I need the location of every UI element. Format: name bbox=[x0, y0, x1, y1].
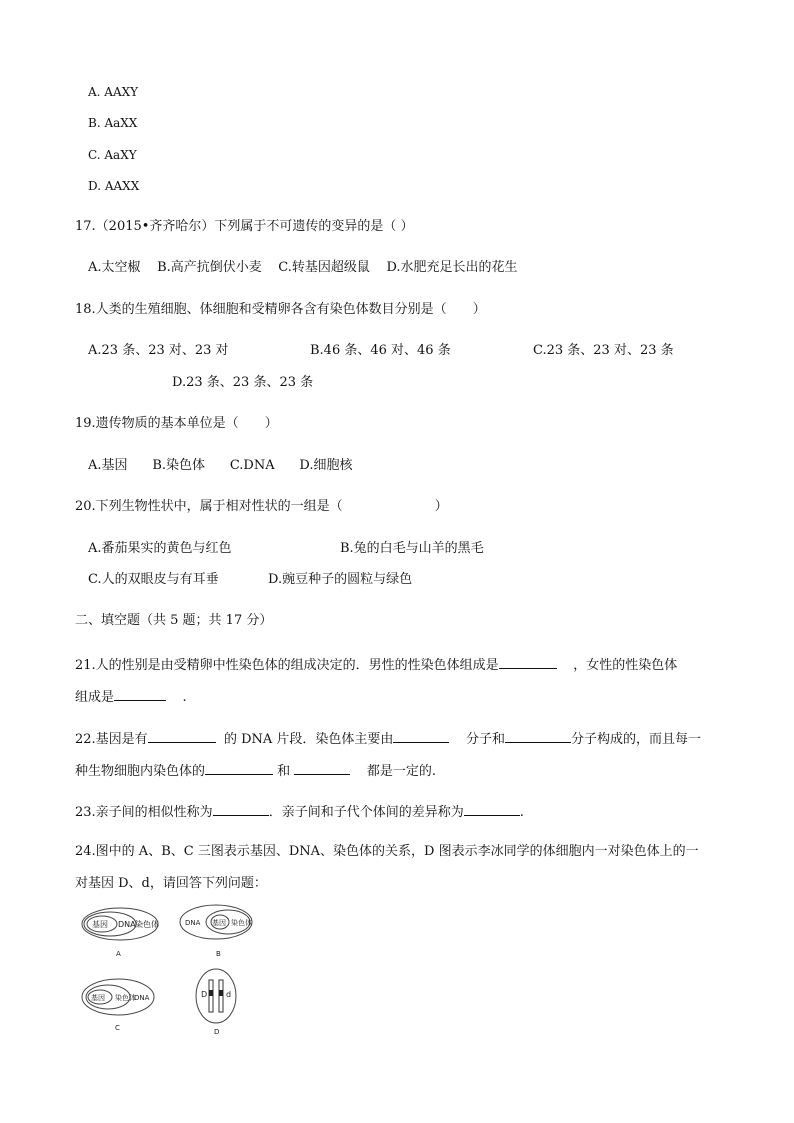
q22-text-d: 分子构成的，而且每一 bbox=[570, 732, 701, 747]
q20-stem-close: ） bbox=[434, 499, 448, 514]
q22-line1 bbox=[75, 728, 701, 749]
q22-line2 bbox=[75, 760, 436, 781]
q21-text-a: 21.人的性别是由受精卵中性染色体的组成决定的．男性的性染色体组成是 bbox=[75, 658, 499, 673]
q23-blank-2[interactable] bbox=[464, 801, 520, 816]
figure-d bbox=[196, 969, 236, 1036]
figure-b-middle-label: 染色体 bbox=[231, 919, 252, 927]
figure-a-outer-label: 染色体 bbox=[135, 920, 159, 929]
q17-option-a[interactable]: A.太空椒 bbox=[88, 260, 141, 275]
figure-d-right-gene-band bbox=[219, 990, 223, 996]
figure-d-gene-small-d: d bbox=[226, 990, 232, 999]
q22-text-g: 都是一定的. bbox=[366, 764, 436, 779]
q22-text-a: 22.基因是有 bbox=[75, 732, 148, 747]
q23-line bbox=[75, 801, 524, 822]
q19-stem-close: ） bbox=[264, 416, 278, 431]
q18-stem-close: ） bbox=[472, 302, 486, 317]
q18-stem bbox=[75, 301, 486, 319]
figure-c-middle-label: 染色体 bbox=[115, 994, 136, 1002]
figure-c bbox=[82, 979, 154, 1032]
q19-option-d[interactable]: D.细胞核 bbox=[299, 458, 353, 473]
figure-c-inner-label: 基因 bbox=[91, 994, 105, 1002]
figure-d-left-gene-band bbox=[209, 990, 213, 996]
q16-option-b[interactable]: B. AaXX bbox=[88, 116, 138, 130]
q19-option-a[interactable]: A.基因 bbox=[88, 458, 128, 473]
figure-b bbox=[180, 905, 252, 958]
q19-options bbox=[88, 457, 353, 475]
q23-text-b: ．亲子间和子代个体间的差异称为 bbox=[268, 805, 464, 820]
q23-text-c: . bbox=[519, 805, 524, 820]
figure-a-middle-label: DNA bbox=[118, 920, 136, 929]
q19-option-c[interactable]: C.DNA bbox=[229, 458, 275, 473]
figure-b-label: B bbox=[216, 950, 221, 958]
figure-c-label: C bbox=[115, 1024, 120, 1032]
q18-option-d[interactable]: D.23 条、23 条、23 条 bbox=[172, 375, 314, 390]
q16-option-a[interactable]: A. AAXY bbox=[88, 85, 139, 99]
q17-options bbox=[88, 259, 518, 277]
q23-text-a: 23.亲子间的相似性称为 bbox=[75, 805, 213, 820]
q21-line2 bbox=[75, 686, 187, 707]
figure-b-outer-label: DNA bbox=[185, 919, 201, 927]
q22-blank-2[interactable] bbox=[393, 728, 449, 743]
q18-option-b[interactable]: B.46 条、46 对、46 条 bbox=[310, 343, 451, 358]
q21-blank-female[interactable] bbox=[114, 686, 166, 701]
q22-text-c: 分子和 bbox=[465, 732, 505, 747]
figure-d-label: D bbox=[214, 1028, 220, 1036]
figure-d-gene-big-d: D bbox=[201, 990, 208, 999]
q22-text-e: 种生物细胞内染色体的 bbox=[75, 764, 206, 779]
q22-blank-5[interactable] bbox=[294, 760, 350, 775]
figure-b-inner-label: 基因 bbox=[212, 919, 226, 927]
q21-text-b: ，女性的性染色体 bbox=[573, 658, 678, 673]
q17-stem: 17.（2015•齐齐哈尔）下列属于不可遗传的变异的是（ ） bbox=[75, 219, 414, 234]
q20-option-c[interactable]: C.人的双眼皮与有耳垂 bbox=[88, 572, 219, 587]
q18-option-a[interactable]: A.23 条、23 对、23 对 bbox=[88, 343, 229, 358]
q19-stem-text: 19.遗传物质的基本单位是（ bbox=[75, 416, 239, 431]
gene-dna-chromosome-figure bbox=[78, 900, 278, 1045]
figure-a-label: A bbox=[116, 950, 121, 958]
q22-blank-4[interactable] bbox=[205, 760, 273, 775]
q18-stem-text: 18.人类的生殖细胞、体细胞和受精卵各含有染色体数目分别是（ bbox=[75, 302, 447, 317]
q17-option-c[interactable]: C.转基因超级鼠 bbox=[278, 260, 370, 275]
section-heading: 二、填空题（共 5 题；共 17 分） bbox=[75, 613, 273, 628]
q20-option-a[interactable]: A.番茄果实的黄色与红色 bbox=[88, 541, 232, 556]
q21-line1 bbox=[75, 654, 677, 675]
q21-text-c: 组成是 bbox=[75, 690, 115, 705]
figure-a-inner-label: 基因 bbox=[92, 920, 108, 929]
q16-option-c[interactable]: C. AaXY bbox=[88, 148, 137, 162]
q23-blank-1[interactable] bbox=[213, 801, 269, 816]
q19-option-b[interactable]: B.染色体 bbox=[152, 458, 206, 473]
q22-blank-1[interactable] bbox=[148, 728, 216, 743]
q22-text-f: 和 bbox=[277, 764, 291, 779]
q21-text-d: . bbox=[182, 690, 187, 705]
figure-a bbox=[82, 908, 159, 958]
q17-option-b[interactable]: B.高产抗倒伏小麦 bbox=[157, 260, 262, 275]
q24-line2: 对基因 D、d，请回答下列问题： bbox=[75, 876, 267, 891]
q16-option-d[interactable]: D. AAXX bbox=[88, 179, 140, 193]
q22-text-b: 的 DNA 片段．染色体主要由 bbox=[223, 732, 394, 747]
q20-option-d[interactable]: D.豌豆种子的圆粒与绿色 bbox=[268, 572, 413, 587]
q24-line1: 24.图中的 A、B、C 三图表示基因、DNA、染色体的关系，D 图表示李冰同学的体细胞内一对染色体上的一 bbox=[75, 844, 699, 859]
q20-stem-text: 20.下列生物性状中，属于相对性状的一组是（ bbox=[75, 499, 343, 514]
figure-c-outer-label: DNA bbox=[134, 994, 150, 1002]
q20-option-b[interactable]: B.兔的白毛与山羊的黑毛 bbox=[340, 541, 484, 556]
q17-option-d[interactable]: D.水肥充足长出的花生 bbox=[386, 260, 518, 275]
q22-blank-3[interactable] bbox=[505, 728, 571, 743]
q20-stem bbox=[75, 498, 448, 516]
q19-stem bbox=[75, 415, 278, 433]
q21-blank-male[interactable] bbox=[499, 654, 557, 669]
q18-option-c[interactable]: C.23 条、23 对、23 条 bbox=[533, 343, 674, 358]
